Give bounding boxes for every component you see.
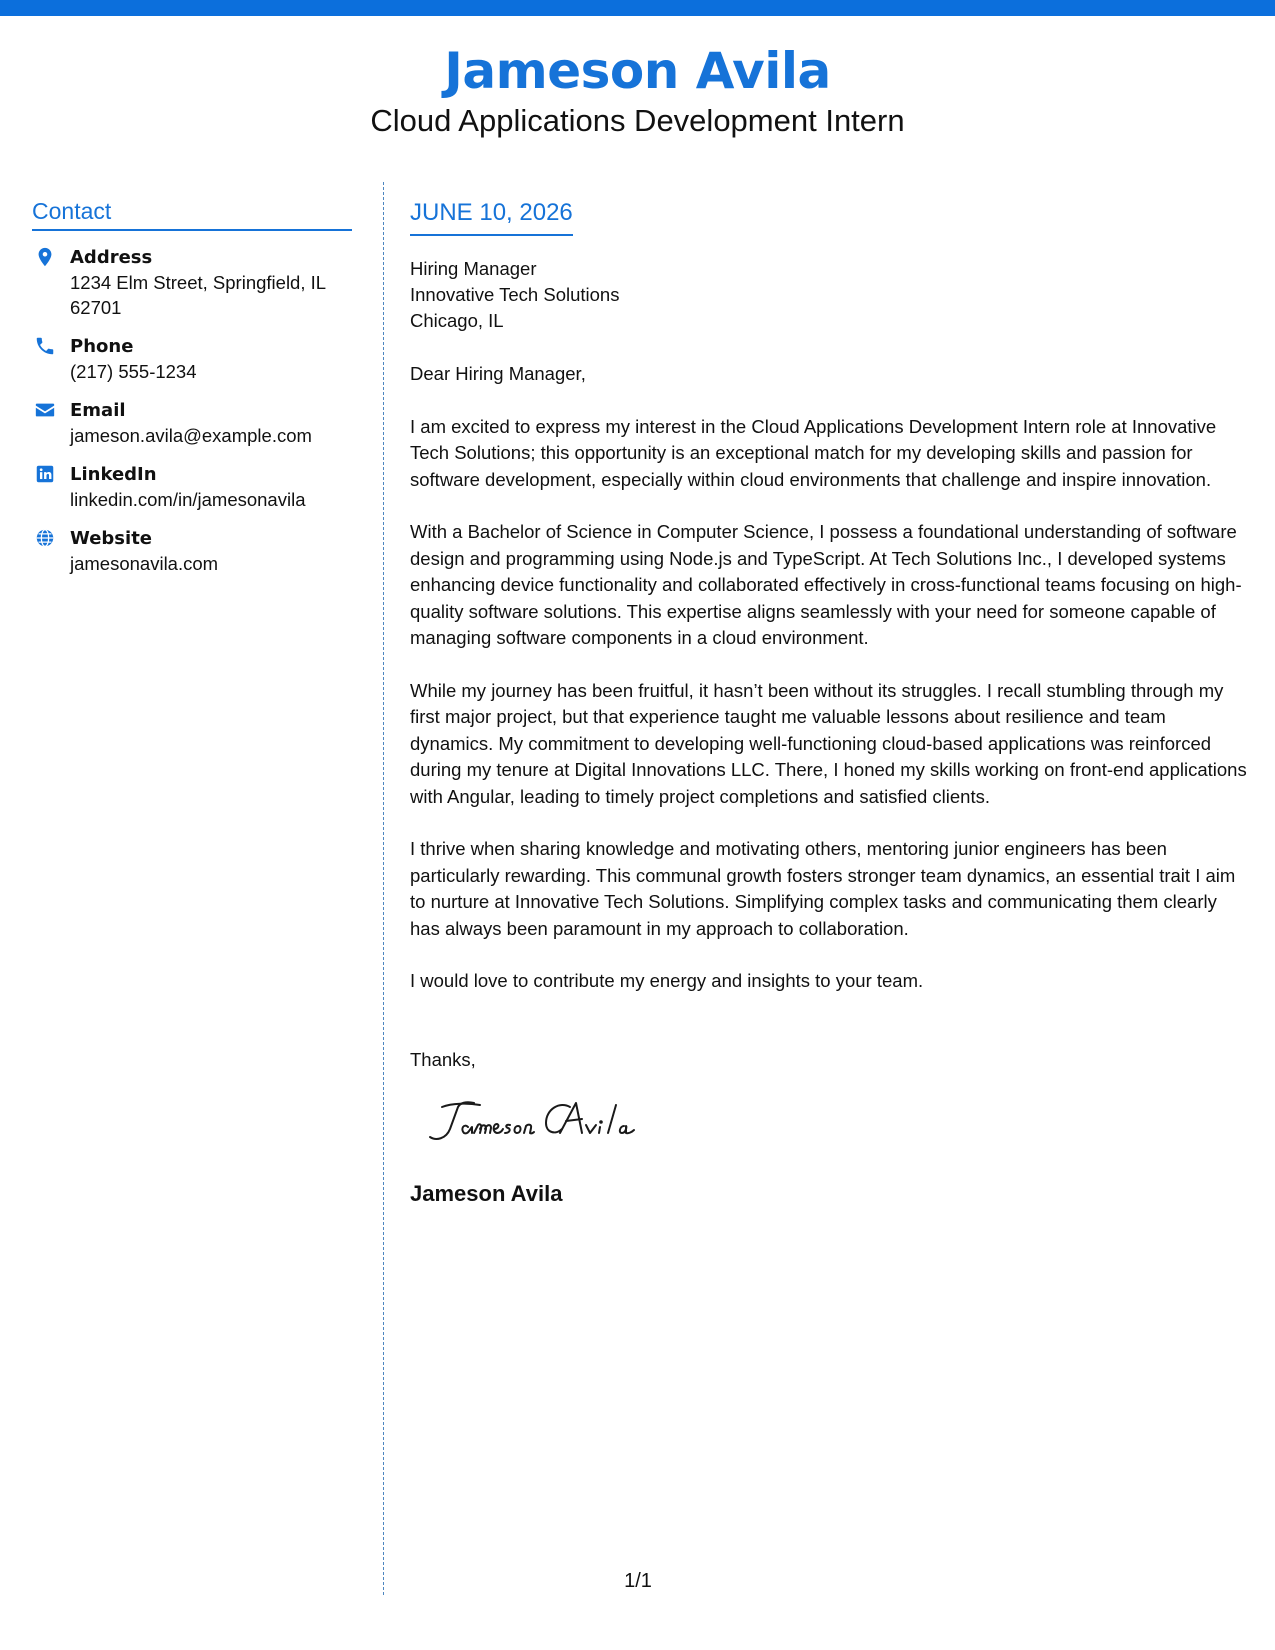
- contact-label-email: Email: [70, 400, 126, 421]
- contact-item-phone: [32, 334, 352, 384]
- contact-label-address: Address: [70, 247, 153, 268]
- closing: Thanks,: [410, 1048, 476, 1070]
- applicant-name: Jameson Avila: [444, 42, 831, 100]
- page-number: 1/1: [624, 1570, 652, 1592]
- contact-item-email: [32, 398, 352, 448]
- globe-icon: [34, 527, 56, 549]
- letter-date: JUNE 10, 2026: [410, 196, 573, 236]
- contact-heading: Contact: [32, 196, 352, 231]
- recipient-line: Innovative Tech Solutions: [410, 284, 620, 305]
- column-divider: [383, 182, 384, 1595]
- phone-icon: [34, 335, 56, 357]
- contact-item-address: [32, 245, 352, 320]
- contact-label-phone: Phone: [70, 336, 134, 357]
- contact-sidebar: [32, 196, 352, 576]
- contact-value-email: jameson.avila@example.com: [70, 425, 312, 446]
- handwritten-signature: [420, 1093, 670, 1153]
- job-title: Cloud Applications Development Intern: [370, 103, 905, 138]
- contact-item-website: [32, 526, 352, 576]
- map-pin-icon: [34, 246, 56, 268]
- letter-body: [410, 196, 1250, 1209]
- contact-label-website: Website: [70, 528, 153, 549]
- signer-name: Jameson Avila: [410, 1180, 563, 1206]
- contact-item-linkedin: [32, 462, 352, 512]
- letter-paragraph: I would love to contribute my energy and insights to your team.: [410, 970, 924, 991]
- envelope-icon: [34, 399, 56, 421]
- letter-paragraph: While my journey has been fruitful, it hasn’t been without its struggles. I recall stumbling through my first major project, but that experience taught me valuable lessons about resilience and team dynamics. My commitment to developing well-functioning cloud-based applications was reinforced during my tenure at Digital Innovations LLC. There, I honed my skills working on front-end applications with Angular, leading to timely project completions and satisfied clients.: [410, 679, 1247, 807]
- salutation: Dear Hiring Manager,: [410, 363, 586, 384]
- contact-label-linkedin: LinkedIn: [70, 464, 157, 485]
- contact-value-website: jamesonavila.com: [70, 553, 219, 574]
- recipient-line: Chicago, IL: [410, 310, 504, 331]
- recipient-block: [410, 256, 1250, 334]
- letter-paragraph: With a Bachelor of Science in Computer Science, I possess a foundational understanding of software design and programming using Node.js and TypeScript. At Tech Solutions Inc., I developed systems enhancing device functionality and collaborated effectively in cross-functional teams focusing on high-quality software solutions. This expertise aligns seamlessly with your need for someone capable of managing software components in a cloud environment.: [410, 521, 1242, 648]
- contact-value-address-line2: 62701: [70, 297, 122, 318]
- linkedin-icon: [34, 463, 56, 485]
- contact-value-address-line1: 1234 Elm Street, Springfield, IL: [70, 272, 327, 293]
- recipient-line: Hiring Manager: [410, 258, 537, 279]
- contact-value-linkedin: linkedin.com/in/jamesonavila: [70, 489, 306, 510]
- letter-header: [0, 40, 1275, 140]
- letter-paragraph: I am excited to express my interest in the Cloud Applications Development Intern role at Innovative Tech Solutions; this opportunity is an exceptional match for my developing skills and passion for software development, especially within cloud environments that challenge and inspire innovation.: [410, 415, 1217, 490]
- letter-paragraph: I thrive when sharing knowledge and motivating others, mentoring junior engineers has been particularly rewarding. This communal growth fosters stronger team dynamics, an essential trait I aim to nurture at Innovative Tech Solutions. Simplifying complex tasks and communicating them clearly has always been paramount in my approach to collaboration.: [410, 838, 1236, 939]
- contact-value-phone: (217) 555-1234: [70, 361, 197, 382]
- top-accent-bar: [0, 0, 1275, 16]
